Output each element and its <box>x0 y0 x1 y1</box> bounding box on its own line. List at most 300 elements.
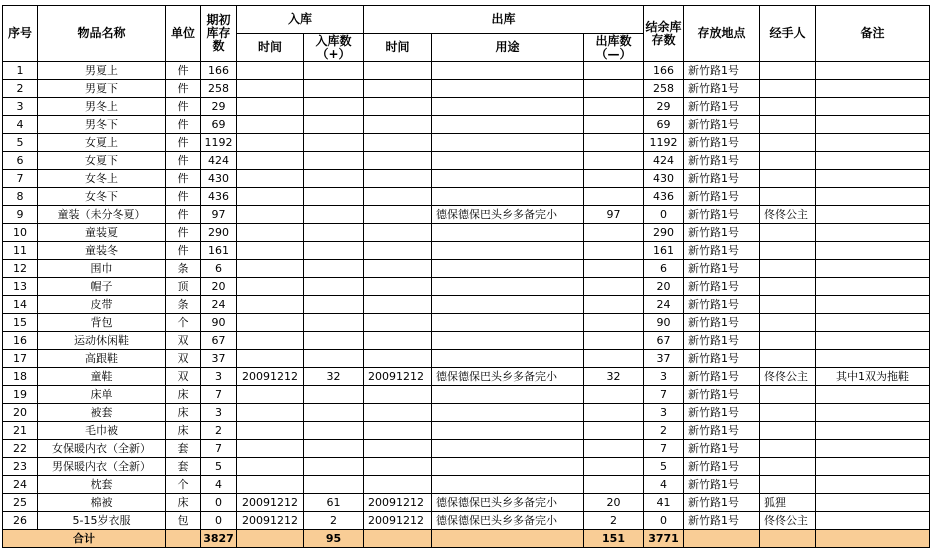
cell-remark[interactable] <box>816 224 930 242</box>
cell-out-time[interactable] <box>364 386 432 404</box>
cell-out-time[interactable] <box>364 98 432 116</box>
cell-out-use[interactable] <box>432 170 584 188</box>
cell-seq[interactable]: 25 <box>3 494 38 512</box>
cell-out-use[interactable] <box>432 278 584 296</box>
cell-seq[interactable]: 5 <box>3 134 38 152</box>
cell-seq[interactable]: 6 <box>3 152 38 170</box>
cell-in-qty[interactable] <box>304 62 364 80</box>
cell-in-qty[interactable] <box>304 80 364 98</box>
cell-opening[interactable]: 166 <box>201 62 237 80</box>
cell-out-qty[interactable] <box>584 152 644 170</box>
cell-opening[interactable]: 67 <box>201 332 237 350</box>
cell-unit[interactable]: 包 <box>166 512 201 530</box>
cell-out-qty[interactable] <box>584 314 644 332</box>
cell-location[interactable]: 新竹路1号 <box>684 134 760 152</box>
cell-out-use[interactable] <box>432 386 584 404</box>
cell-out-time[interactable]: 20091212 <box>364 368 432 386</box>
cell-out-qty[interactable]: 20 <box>584 494 644 512</box>
cell-unit[interactable]: 床 <box>166 386 201 404</box>
cell-out-use[interactable] <box>432 422 584 440</box>
cell-location[interactable]: 新竹路1号 <box>684 206 760 224</box>
cell-opening[interactable]: 258 <box>201 80 237 98</box>
table-row[interactable] <box>3 98 930 116</box>
cell-closing[interactable]: 161 <box>644 242 684 260</box>
cell-opening[interactable]: 97 <box>201 206 237 224</box>
cell-name[interactable]: 男保暖内衣（全新） <box>38 458 166 476</box>
cell-location[interactable]: 新竹路1号 <box>684 476 760 494</box>
cell-out-time[interactable]: 20091212 <box>364 494 432 512</box>
cell-closing[interactable]: 166 <box>644 62 684 80</box>
cell-in-time[interactable] <box>237 296 304 314</box>
cell-unit[interactable]: 件 <box>166 242 201 260</box>
cell-in-time[interactable] <box>237 134 304 152</box>
cell-handler[interactable] <box>760 152 816 170</box>
cell-out-use[interactable] <box>432 458 584 476</box>
cell-in-time[interactable] <box>237 476 304 494</box>
cell-out-use[interactable] <box>432 224 584 242</box>
cell-out-time[interactable] <box>364 404 432 422</box>
cell-opening[interactable]: 4 <box>201 476 237 494</box>
table-row[interactable] <box>3 80 930 98</box>
cell-unit[interactable]: 件 <box>166 170 201 188</box>
cell-name[interactable]: 毛巾被 <box>38 422 166 440</box>
cell-unit[interactable]: 条 <box>166 260 201 278</box>
cell-out-use[interactable] <box>432 350 584 368</box>
cell-out-use[interactable] <box>432 260 584 278</box>
cell-unit[interactable]: 件 <box>166 206 201 224</box>
cell-out-time[interactable] <box>364 242 432 260</box>
cell-out-time[interactable] <box>364 188 432 206</box>
cell-remark[interactable] <box>816 332 930 350</box>
cell-location[interactable]: 新竹路1号 <box>684 494 760 512</box>
cell-in-qty[interactable] <box>304 458 364 476</box>
cell-opening[interactable]: 6 <box>201 260 237 278</box>
cell-closing[interactable]: 41 <box>644 494 684 512</box>
cell-in-time[interactable] <box>237 98 304 116</box>
cell-location[interactable]: 新竹路1号 <box>684 512 760 530</box>
cell-in-time[interactable] <box>237 152 304 170</box>
cell-remark[interactable] <box>816 404 930 422</box>
cell-out-time[interactable] <box>364 260 432 278</box>
cell-seq[interactable]: 4 <box>3 116 38 134</box>
cell-out-time[interactable] <box>364 170 432 188</box>
cell-out-time[interactable] <box>364 422 432 440</box>
cell-in-qty[interactable] <box>304 476 364 494</box>
cell-out-qty[interactable] <box>584 80 644 98</box>
cell-unit[interactable]: 个 <box>166 314 201 332</box>
cell-opening[interactable]: 0 <box>201 494 237 512</box>
cell-location[interactable]: 新竹路1号 <box>684 170 760 188</box>
cell-unit[interactable]: 双 <box>166 368 201 386</box>
cell-name[interactable]: 床单 <box>38 386 166 404</box>
cell-opening[interactable]: 5 <box>201 458 237 476</box>
cell-out-time[interactable] <box>364 296 432 314</box>
cell-location[interactable]: 新竹路1号 <box>684 188 760 206</box>
cell-remark[interactable] <box>816 170 930 188</box>
cell-seq[interactable]: 26 <box>3 512 38 530</box>
cell-closing[interactable]: 67 <box>644 332 684 350</box>
cell-out-time[interactable] <box>364 116 432 134</box>
total-closing[interactable]: 3771 <box>644 530 684 548</box>
table-row[interactable] <box>3 476 930 494</box>
cell-out-qty[interactable] <box>584 62 644 80</box>
cell-in-time[interactable] <box>237 422 304 440</box>
total-row[interactable] <box>3 530 930 548</box>
cell-in-time[interactable] <box>237 188 304 206</box>
cell-opening[interactable]: 2 <box>201 422 237 440</box>
table-row[interactable] <box>3 458 930 476</box>
cell-remark[interactable] <box>816 386 930 404</box>
cell-handler[interactable] <box>760 224 816 242</box>
cell-name[interactable]: 高跟鞋 <box>38 350 166 368</box>
table-row[interactable] <box>3 368 930 386</box>
cell-closing[interactable]: 3 <box>644 404 684 422</box>
cell-name[interactable]: 皮带 <box>38 296 166 314</box>
cell-in-time[interactable] <box>237 440 304 458</box>
cell-handler[interactable] <box>760 314 816 332</box>
table-row[interactable] <box>3 386 930 404</box>
cell-out-use[interactable] <box>432 116 584 134</box>
cell-seq[interactable]: 8 <box>3 188 38 206</box>
cell-seq[interactable]: 12 <box>3 260 38 278</box>
table-row[interactable] <box>3 422 930 440</box>
cell-closing[interactable]: 29 <box>644 98 684 116</box>
cell-unit[interactable] <box>166 530 201 548</box>
cell-remark[interactable] <box>816 350 930 368</box>
cell-out-qty[interactable] <box>584 386 644 404</box>
cell-out-use[interactable]: 德保德保巴头乡多备完小 <box>432 494 584 512</box>
cell-in-time[interactable] <box>237 116 304 134</box>
table-row[interactable] <box>3 224 930 242</box>
cell-handler[interactable] <box>760 422 816 440</box>
cell-in-qty[interactable] <box>304 116 364 134</box>
cell-unit[interactable]: 件 <box>166 116 201 134</box>
cell-name[interactable]: 枕套 <box>38 476 166 494</box>
cell-closing[interactable]: 7 <box>644 440 684 458</box>
cell-seq[interactable]: 23 <box>3 458 38 476</box>
cell-in-qty[interactable] <box>304 260 364 278</box>
table-row[interactable] <box>3 314 930 332</box>
cell-out-use[interactable] <box>432 332 584 350</box>
cell-in-qty[interactable] <box>304 152 364 170</box>
cell-opening[interactable]: 29 <box>201 98 237 116</box>
cell-handler[interactable] <box>760 440 816 458</box>
cell-in-time[interactable] <box>237 386 304 404</box>
cell-out-use[interactable] <box>432 440 584 458</box>
cell-remark[interactable] <box>816 188 930 206</box>
cell-remark[interactable] <box>816 458 930 476</box>
cell-handler[interactable] <box>760 260 816 278</box>
cell-remark[interactable] <box>816 80 930 98</box>
cell-out-time[interactable] <box>364 134 432 152</box>
cell-closing[interactable]: 0 <box>644 512 684 530</box>
cell-handler[interactable] <box>760 296 816 314</box>
cell-out-time[interactable] <box>364 458 432 476</box>
cell-unit[interactable]: 件 <box>166 98 201 116</box>
cell-in-time[interactable] <box>237 314 304 332</box>
cell-out-time[interactable] <box>364 476 432 494</box>
cell-seq[interactable]: 3 <box>3 98 38 116</box>
cell-seq[interactable]: 7 <box>3 170 38 188</box>
cell-out-use[interactable] <box>432 80 584 98</box>
cell-handler[interactable] <box>760 170 816 188</box>
cell-closing[interactable]: 4 <box>644 476 684 494</box>
cell-unit[interactable]: 双 <box>166 350 201 368</box>
cell-name[interactable]: 童鞋 <box>38 368 166 386</box>
cell-opening[interactable]: 290 <box>201 224 237 242</box>
cell-closing[interactable]: 37 <box>644 350 684 368</box>
cell-opening[interactable]: 37 <box>201 350 237 368</box>
cell-in-qty[interactable] <box>304 386 364 404</box>
cell-out-qty[interactable]: 32 <box>584 368 644 386</box>
cell-out-qty[interactable] <box>584 458 644 476</box>
cell-remark[interactable]: 其中1双为拖鞋 <box>816 368 930 386</box>
cell-unit[interactable]: 床 <box>166 494 201 512</box>
cell-out-use[interactable] <box>432 188 584 206</box>
cell-remark[interactable] <box>816 206 930 224</box>
cell-out-qty[interactable]: 2 <box>584 512 644 530</box>
cell-remark[interactable] <box>816 512 930 530</box>
cell-in-qty[interactable]: 2 <box>304 512 364 530</box>
cell-seq[interactable]: 19 <box>3 386 38 404</box>
cell-opening[interactable]: 20 <box>201 278 237 296</box>
cell-unit[interactable]: 双 <box>166 332 201 350</box>
cell-out-time[interactable] <box>364 278 432 296</box>
cell-opening[interactable]: 1192 <box>201 134 237 152</box>
table-row[interactable] <box>3 494 930 512</box>
cell-seq[interactable]: 16 <box>3 332 38 350</box>
cell-location[interactable]: 新竹路1号 <box>684 458 760 476</box>
cell-in-time[interactable] <box>237 206 304 224</box>
cell-out-qty[interactable] <box>584 170 644 188</box>
cell-out-time[interactable] <box>364 224 432 242</box>
cell-seq[interactable]: 15 <box>3 314 38 332</box>
cell-out-time[interactable] <box>364 152 432 170</box>
cell-in-time[interactable] <box>237 170 304 188</box>
cell-in-qty[interactable] <box>304 170 364 188</box>
cell-out-qty[interactable] <box>584 332 644 350</box>
cell-name[interactable]: 男夏下 <box>38 80 166 98</box>
cell-name[interactable]: 女冬上 <box>38 170 166 188</box>
cell-location[interactable]: 新竹路1号 <box>684 440 760 458</box>
cell-name[interactable]: 帽子 <box>38 278 166 296</box>
cell-seq[interactable]: 24 <box>3 476 38 494</box>
cell-opening[interactable]: 7 <box>201 386 237 404</box>
cell-location[interactable]: 新竹路1号 <box>684 350 760 368</box>
cell-seq[interactable]: 2 <box>3 80 38 98</box>
cell-remark[interactable] <box>816 278 930 296</box>
cell-out-use[interactable]: 德保德保巴头乡多备完小 <box>432 206 584 224</box>
cell-out-use[interactable] <box>432 476 584 494</box>
cell-location[interactable]: 新竹路1号 <box>684 314 760 332</box>
cell-out-time[interactable] <box>364 314 432 332</box>
cell-closing[interactable]: 0 <box>644 206 684 224</box>
cell-opening[interactable]: 3 <box>201 404 237 422</box>
cell-out-time[interactable]: 20091212 <box>364 512 432 530</box>
cell-location[interactable]: 新竹路1号 <box>684 98 760 116</box>
cell-location[interactable]: 新竹路1号 <box>684 116 760 134</box>
cell-name[interactable]: 女夏下 <box>38 152 166 170</box>
cell-location[interactable]: 新竹路1号 <box>684 386 760 404</box>
cell-handler[interactable] <box>760 116 816 134</box>
cell-closing[interactable]: 1192 <box>644 134 684 152</box>
cell-remark[interactable] <box>816 314 930 332</box>
cell-location[interactable]: 新竹路1号 <box>684 242 760 260</box>
cell-out-qty[interactable] <box>584 260 644 278</box>
cell-seq[interactable]: 20 <box>3 404 38 422</box>
cell-out-time[interactable] <box>364 440 432 458</box>
cell-closing[interactable]: 20 <box>644 278 684 296</box>
cell-in-time[interactable] <box>237 80 304 98</box>
cell-in-qty[interactable] <box>304 314 364 332</box>
table-row[interactable] <box>3 278 930 296</box>
cell-closing[interactable]: 424 <box>644 152 684 170</box>
cell-in-qty[interactable] <box>304 134 364 152</box>
cell-out-qty[interactable] <box>584 98 644 116</box>
cell-in-qty[interactable] <box>304 98 364 116</box>
cell-seq[interactable]: 13 <box>3 278 38 296</box>
cell-seq[interactable]: 9 <box>3 206 38 224</box>
cell-out-qty[interactable]: 97 <box>584 206 644 224</box>
cell-handler[interactable] <box>760 278 816 296</box>
cell-out-use[interactable]: 德保德保巴头乡多备完小 <box>432 368 584 386</box>
cell-remark[interactable] <box>816 242 930 260</box>
cell-out-use[interactable] <box>432 152 584 170</box>
cell-in-time[interactable] <box>237 458 304 476</box>
table-row[interactable] <box>3 350 930 368</box>
cell-unit[interactable]: 床 <box>166 404 201 422</box>
cell-remark[interactable] <box>816 422 930 440</box>
cell-seq[interactable]: 11 <box>3 242 38 260</box>
cell-out-qty[interactable] <box>584 116 644 134</box>
cell-out-time[interactable] <box>364 530 432 548</box>
cell-out-qty[interactable] <box>584 296 644 314</box>
cell-name[interactable]: 5-15岁衣服 <box>38 512 166 530</box>
total-in-qty[interactable]: 95 <box>304 530 364 548</box>
cell-in-qty[interactable] <box>304 440 364 458</box>
cell-remark[interactable] <box>816 260 930 278</box>
cell-closing[interactable]: 90 <box>644 314 684 332</box>
cell-in-qty[interactable] <box>304 278 364 296</box>
cell-seq[interactable]: 18 <box>3 368 38 386</box>
cell-opening[interactable]: 430 <box>201 170 237 188</box>
cell-remark[interactable] <box>816 152 930 170</box>
cell-name[interactable]: 女保暖内衣（全新） <box>38 440 166 458</box>
cell-location[interactable]: 新竹路1号 <box>684 368 760 386</box>
total-out-qty[interactable]: 151 <box>584 530 644 548</box>
cell-handler[interactable] <box>760 188 816 206</box>
cell-opening[interactable]: 0 <box>201 512 237 530</box>
cell-out-qty[interactable] <box>584 224 644 242</box>
cell-in-time[interactable] <box>237 278 304 296</box>
cell-closing[interactable]: 6 <box>644 260 684 278</box>
cell-in-qty[interactable] <box>304 296 364 314</box>
cell-unit[interactable]: 床 <box>166 422 201 440</box>
cell-seq[interactable]: 17 <box>3 350 38 368</box>
cell-name[interactable]: 男夏上 <box>38 62 166 80</box>
cell-opening[interactable]: 3 <box>201 368 237 386</box>
cell-handler[interactable] <box>760 404 816 422</box>
cell-unit[interactable]: 顶 <box>166 278 201 296</box>
cell-location[interactable]: 新竹路1号 <box>684 80 760 98</box>
cell-name[interactable]: 童装（未分冬夏） <box>38 206 166 224</box>
cell-location[interactable]: 新竹路1号 <box>684 278 760 296</box>
table-row[interactable] <box>3 512 930 530</box>
cell-name[interactable]: 女夏上 <box>38 134 166 152</box>
cell-handler[interactable] <box>760 458 816 476</box>
cell-out-qty[interactable] <box>584 440 644 458</box>
cell-in-qty[interactable] <box>304 332 364 350</box>
cell-out-use[interactable] <box>432 530 584 548</box>
cell-in-time[interactable] <box>237 332 304 350</box>
cell-out-qty[interactable] <box>584 242 644 260</box>
cell-closing[interactable]: 69 <box>644 116 684 134</box>
cell-closing[interactable]: 430 <box>644 170 684 188</box>
cell-out-qty[interactable] <box>584 476 644 494</box>
cell-handler[interactable] <box>760 80 816 98</box>
cell-name[interactable]: 被套 <box>38 404 166 422</box>
cell-opening[interactable]: 161 <box>201 242 237 260</box>
cell-in-time[interactable] <box>237 242 304 260</box>
cell-handler[interactable] <box>760 350 816 368</box>
table-row[interactable] <box>3 206 930 224</box>
cell-remark[interactable] <box>816 134 930 152</box>
cell-seq[interactable]: 21 <box>3 422 38 440</box>
cell-opening[interactable]: 436 <box>201 188 237 206</box>
cell-in-time[interactable] <box>237 350 304 368</box>
cell-seq[interactable]: 22 <box>3 440 38 458</box>
cell-location[interactable]: 新竹路1号 <box>684 296 760 314</box>
cell-location[interactable]: 新竹路1号 <box>684 260 760 278</box>
cell-in-time[interactable]: 20091212 <box>237 494 304 512</box>
cell-unit[interactable]: 件 <box>166 188 201 206</box>
cell-out-use[interactable] <box>432 134 584 152</box>
cell-out-time[interactable] <box>364 332 432 350</box>
cell-remark[interactable] <box>816 98 930 116</box>
cell-handler[interactable]: 佟佟公主 <box>760 512 816 530</box>
cell-in-time[interactable] <box>237 404 304 422</box>
cell-opening[interactable]: 69 <box>201 116 237 134</box>
cell-remark[interactable] <box>816 62 930 80</box>
cell-closing[interactable]: 7 <box>644 386 684 404</box>
cell-name[interactable]: 棉被 <box>38 494 166 512</box>
cell-remark[interactable] <box>816 296 930 314</box>
table-row[interactable] <box>3 242 930 260</box>
cell-seq[interactable]: 10 <box>3 224 38 242</box>
cell-out-qty[interactable] <box>584 188 644 206</box>
cell-out-qty[interactable] <box>584 404 644 422</box>
table-row[interactable] <box>3 134 930 152</box>
cell-opening[interactable]: 424 <box>201 152 237 170</box>
table-row[interactable] <box>3 296 930 314</box>
cell-closing[interactable]: 290 <box>644 224 684 242</box>
table-row[interactable] <box>3 116 930 134</box>
cell-seq[interactable]: 14 <box>3 296 38 314</box>
cell-out-use[interactable] <box>432 62 584 80</box>
cell-opening[interactable]: 90 <box>201 314 237 332</box>
cell-location[interactable]: 新竹路1号 <box>684 224 760 242</box>
cell-location[interactable]: 新竹路1号 <box>684 422 760 440</box>
table-row[interactable] <box>3 440 930 458</box>
cell-handler[interactable] <box>760 242 816 260</box>
cell-remark[interactable] <box>816 440 930 458</box>
cell-handler[interactable] <box>760 476 816 494</box>
cell-remark[interactable] <box>816 494 930 512</box>
cell-in-qty[interactable] <box>304 242 364 260</box>
cell-out-qty[interactable] <box>584 278 644 296</box>
table-row[interactable] <box>3 332 930 350</box>
cell-name[interactable]: 男冬下 <box>38 116 166 134</box>
